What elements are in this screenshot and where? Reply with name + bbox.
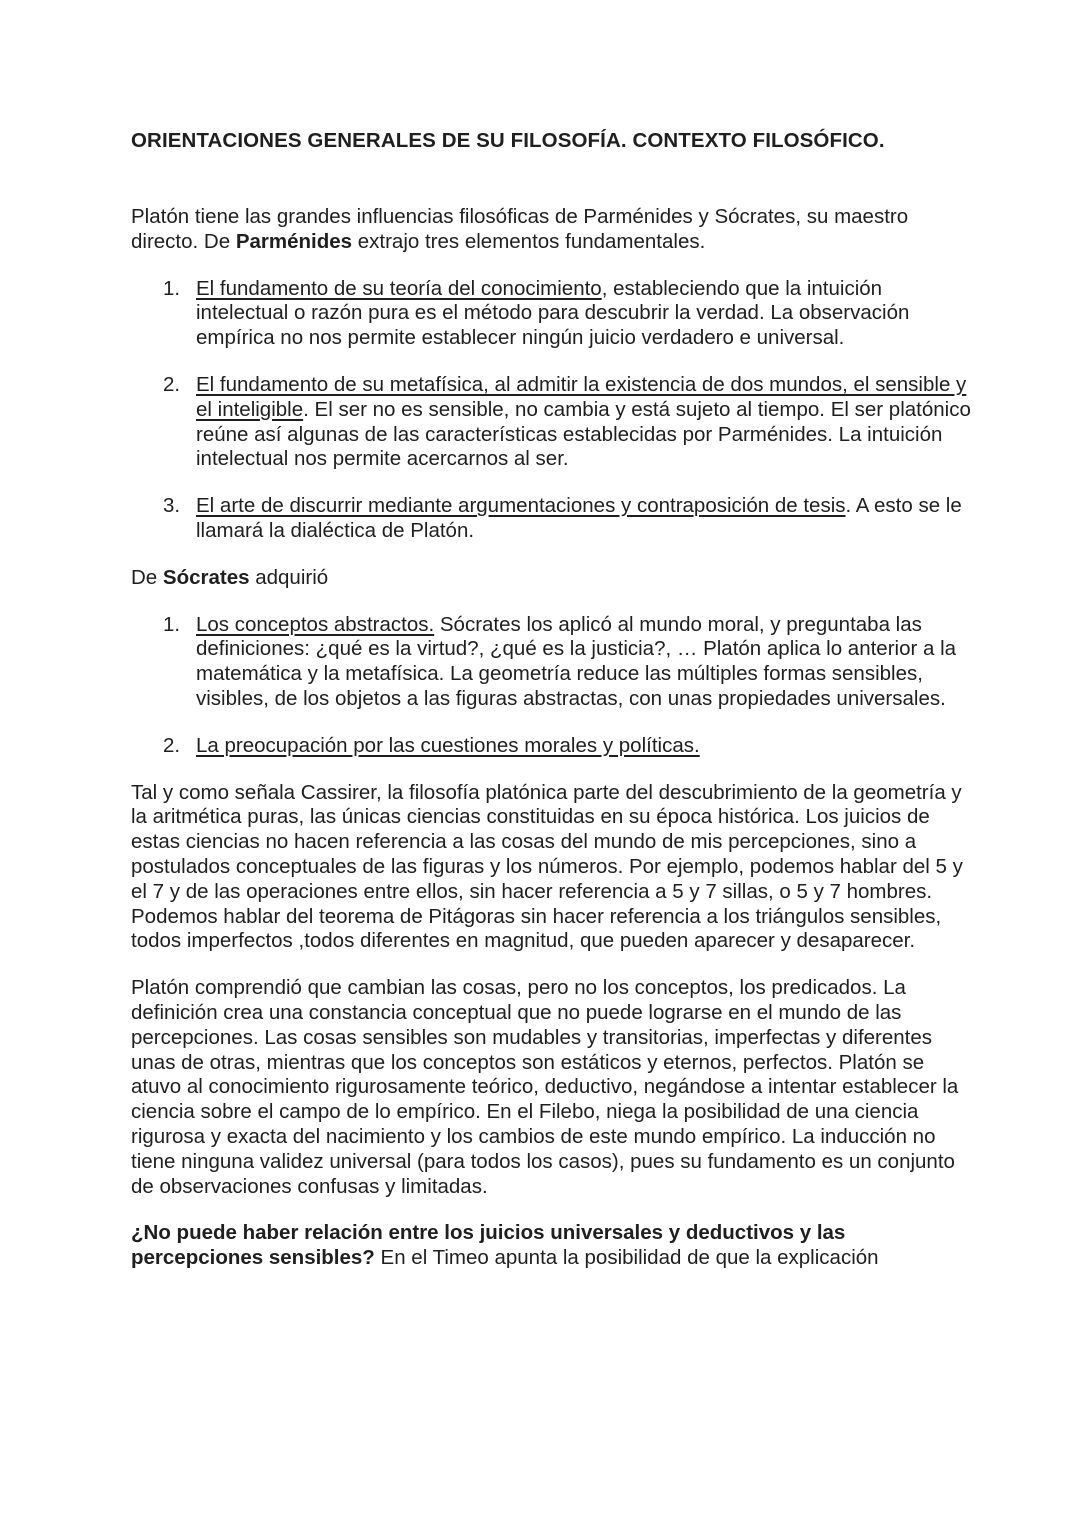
document-page bbox=[131, 126, 971, 1271]
question-paragraph bbox=[131, 1221, 971, 1271]
list-number: 1. bbox=[163, 276, 181, 300]
question-text: En el Timeo apunta la posibilidad de que la explicación bbox=[374, 1246, 879, 1270]
platon-paragraph: Platón comprendió que cambian las cosas, pero no los conceptos, los predicados. La definición crea una constancia conceptual que no puede lograrse en el mundo de las percepciones. Las cosas sensibles son mudables y transitorias, imperfectas y diferentes unas de otras, mientras que los conceptos son estáticos y eternos, perfectos. Platón se atuvo al conocimiento rigurosamente teórico, deductivo, negándose a intentar establecer la ciencia sobre el campo de lo empírico. En el Filebo, niega la posibilidad de una ciencia rigurosa y exacta del nacimiento y los cambios de este mundo empírico. La inducción no tiene ninguna validez universal (para todos los casos), pues su fundamento es un conjunto de observaciones confusas y limitadas. bbox=[131, 976, 959, 1198]
socrates-list bbox=[131, 613, 971, 759]
list-item bbox=[131, 373, 971, 472]
intro-text-pre: Platón tiene las grandes influencias filosóficas de Parménides y Sócrates, su maestro directo. De bbox=[131, 205, 909, 253]
list-item bbox=[131, 494, 971, 544]
underlined-text: El fundamento de su teoría del conocimiento bbox=[196, 276, 602, 300]
item-text: , estableciendo que la intuición intelectual o razón pura es el método para descubrir la verdad. La observación empírica no nos permite establecer ningún juicio verdadero e universal. bbox=[196, 276, 910, 350]
cassirer-paragraph: Tal y como señala Cassirer, la filosofía platónica parte del descubrimiento de la geometría y la aritmética puras, las únicas ciencias constituidas en su época histórica. Los juicios de estas ciencias no hacen referencia a las cosas del mundo de mis percepciones, sino a postulados conceptuales de las figuras y los números. Por ejemplo, podemos hablar del 5 y el 7 y de las operaciones entre ellos, sin hacer referencia a 5 y 7 sillas, o 5 y 7 hombres. Podemos hablar del teorema de Pitágoras sin hacer referencia a los triángulos sensibles, todos imperfectos ,todos diferentes en magnitud, que pueden aparecer y desaparecer. bbox=[131, 780, 963, 953]
socrates-text-post: adquirió bbox=[249, 565, 329, 589]
item-text: . A esto se le llamará la dialéctica de Platón. bbox=[196, 494, 962, 542]
list-item bbox=[131, 613, 971, 712]
underlined-text: La preocupación por las cuestiones morales y políticas. bbox=[196, 733, 700, 757]
socrates-heading bbox=[131, 566, 971, 591]
list-number: 3. bbox=[163, 494, 181, 518]
question-bold: ¿No puede haber relación entre los juicios universales y deductivos y las percepciones sensibles? bbox=[131, 1221, 846, 1270]
underlined-text: El arte de discurrir mediante argumentaciones y contraposición de tesis bbox=[196, 494, 846, 518]
intro-paragraph bbox=[131, 205, 971, 255]
list-item bbox=[131, 734, 971, 759]
socrates-text-pre: De bbox=[131, 565, 163, 589]
list-number: 2. bbox=[163, 372, 181, 396]
underlined-text: El fundamento de su metafísica, al admitir la existencia de dos mundos, el sensible y el inteligible bbox=[196, 372, 967, 421]
document-title: ORIENTACIONES GENERALES DE SU FILOSOFÍA. CONTEXTO FILOSÓFICO. bbox=[131, 129, 885, 152]
list-item bbox=[131, 277, 971, 351]
list-number: 1. bbox=[163, 612, 181, 636]
parmenides-list bbox=[131, 277, 971, 544]
intro-text-post: extrajo tres elementos fundamentales. bbox=[352, 229, 706, 253]
parmenides-bold: Parménides bbox=[235, 229, 353, 253]
item-text: . El ser no es sensible, no cambia y está sujeto al tiempo. El ser platónico reúne así algunas de las características establecidas por Parménides. La intuición intelectual nos permite acercarnos al ser. bbox=[196, 397, 971, 471]
item-text: Sócrates los aplicó al mundo moral, y preguntaba las definiciones: ¿qué es la virtud?, ¿qué es la justicia?, … Platón aplica lo anterior a la matemática y la metafísica. La geometría reduce las múltiples formas sensibles, visibles, de los objetos a las figuras abstractas, con unas propiedades universales. bbox=[196, 612, 957, 710]
underlined-text: Los conceptos abstractos. bbox=[196, 612, 435, 636]
socrates-bold: Sócrates bbox=[162, 565, 250, 589]
list-number: 2. bbox=[163, 733, 181, 757]
